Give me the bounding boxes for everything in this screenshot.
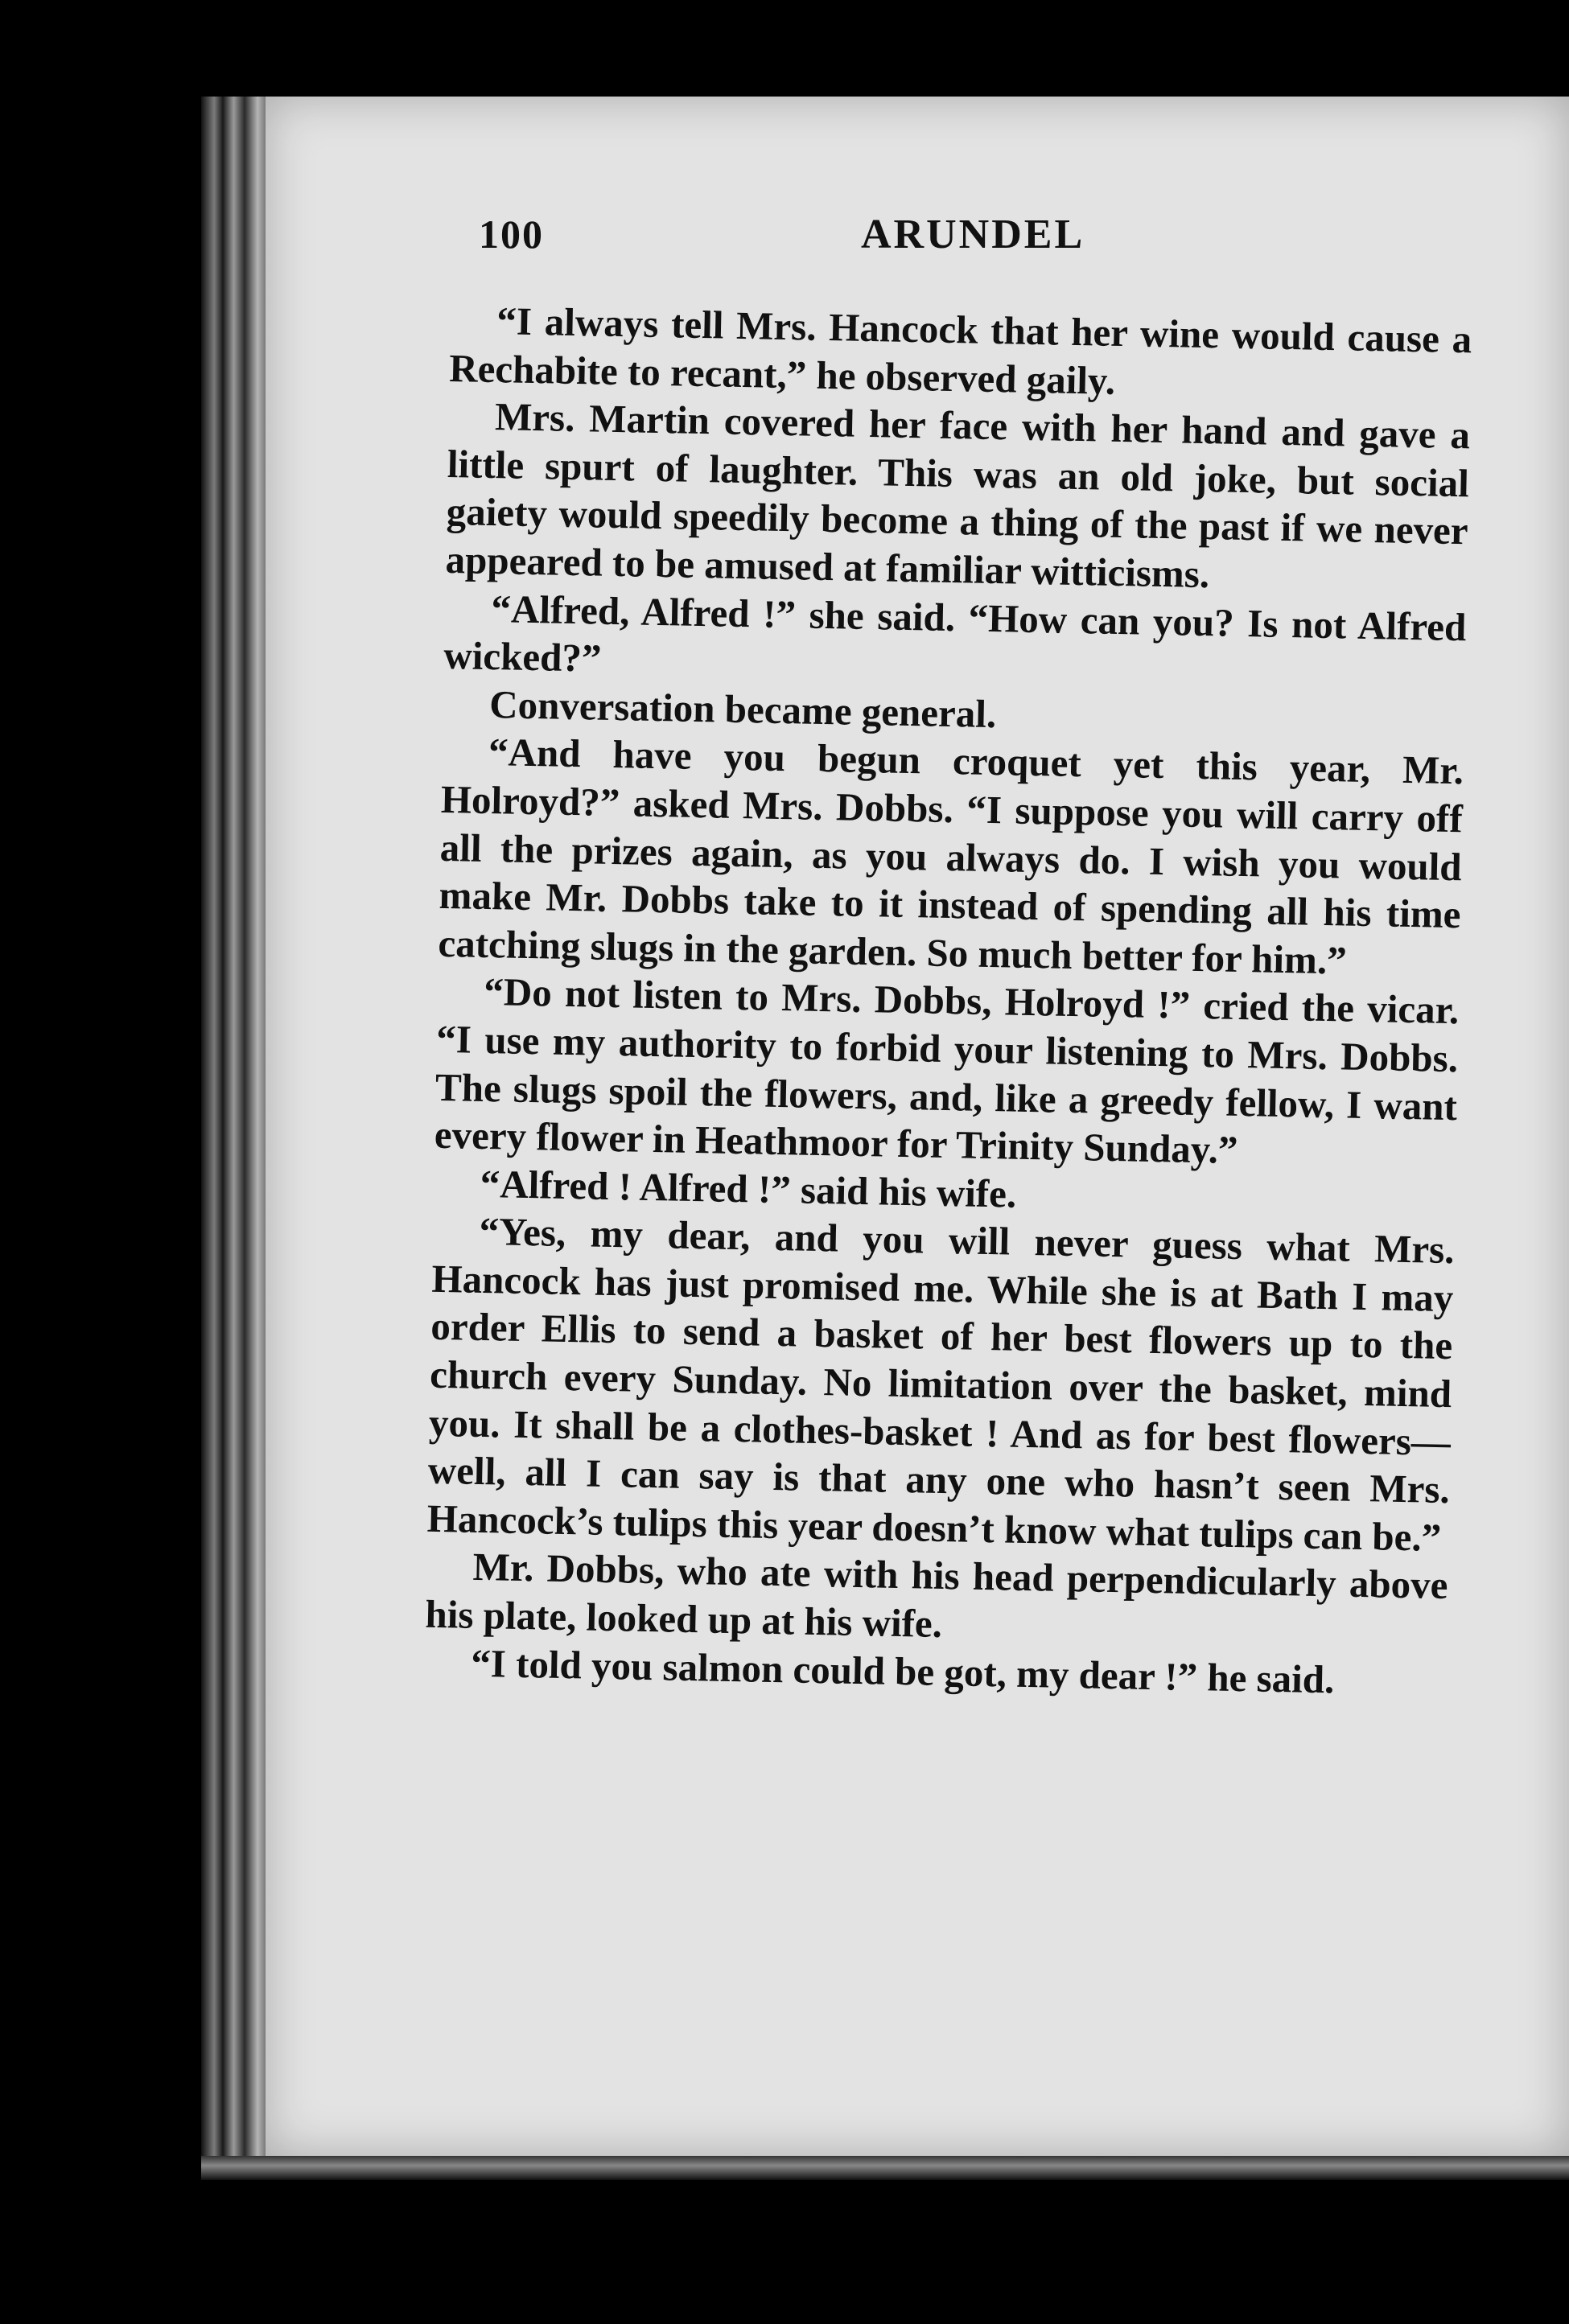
paragraph: “Do not listen to Mrs. Dobbs, Holroyd !” cried the vicar. “I use my authority to forbid your listening to Mrs. Dobbs. The slugs spoil the flowers, and, like a greedy fellow, I want every flower in Heathmoor for Trinity Sunday.” <box>434 969 1460 1173</box>
paragraph: “Alfred ! Alfred !” said his wife. <box>480 1161 1017 1216</box>
paragraph: Mrs. Martin covered her face with her hand and gave a little spurt of laughter. This was an old joke, but social gaiety would speedily become a thing of the past if we never appeared to be amused at familiar witticisms. <box>445 394 1471 597</box>
page-header <box>479 211 1476 275</box>
paragraph: “Yes, my dear, and you will never guess what Mrs. Hancock has just promised me. While she is at Bath I may order Ellis to send a basket of her best flowers up to the church every Sunday. No limitation over the basket, mind you. It shall be a clothes-basket ! And as for best flowers—well, all I can say is that any one who hasn’t seen Mrs. Hancock’s tulips this year doesn’t know what tulips can be.” <box>426 1209 1455 1560</box>
paragraph: “I always tell Mrs. Hancock that her wine would cause a Rechabite to recant,” he observed gaily. <box>448 298 1472 403</box>
page-number: 100 <box>479 212 544 257</box>
book-spine <box>201 97 274 2156</box>
paragraph: “Alfred, Alfred !” she said. “How can you? Is not Alfred wicked?” <box>443 586 1467 681</box>
paragraph: “And have you begun croquet yet this year, Mr. Holroyd?” asked Mrs. Dobbs. “I suppose you will carry off all the prizes again, as you always do. I wish you would make Mr. Dobbs take to it instead of spending all his time catching slugs in the garden. So much better for him.” <box>438 730 1464 983</box>
running-title: ARUNDEL <box>861 212 1085 257</box>
page-bottom-edge <box>201 2156 1569 2180</box>
paragraph: “I told you salmon could be got, my dear !” he said. <box>470 1640 1335 1702</box>
paragraph: Conversation became general. <box>488 681 997 736</box>
body-text <box>424 296 1472 1705</box>
paragraph: Mr. Dobbs, who ate with his head perpendicularly above his plate, looked up at his wife. <box>425 1545 1448 1647</box>
